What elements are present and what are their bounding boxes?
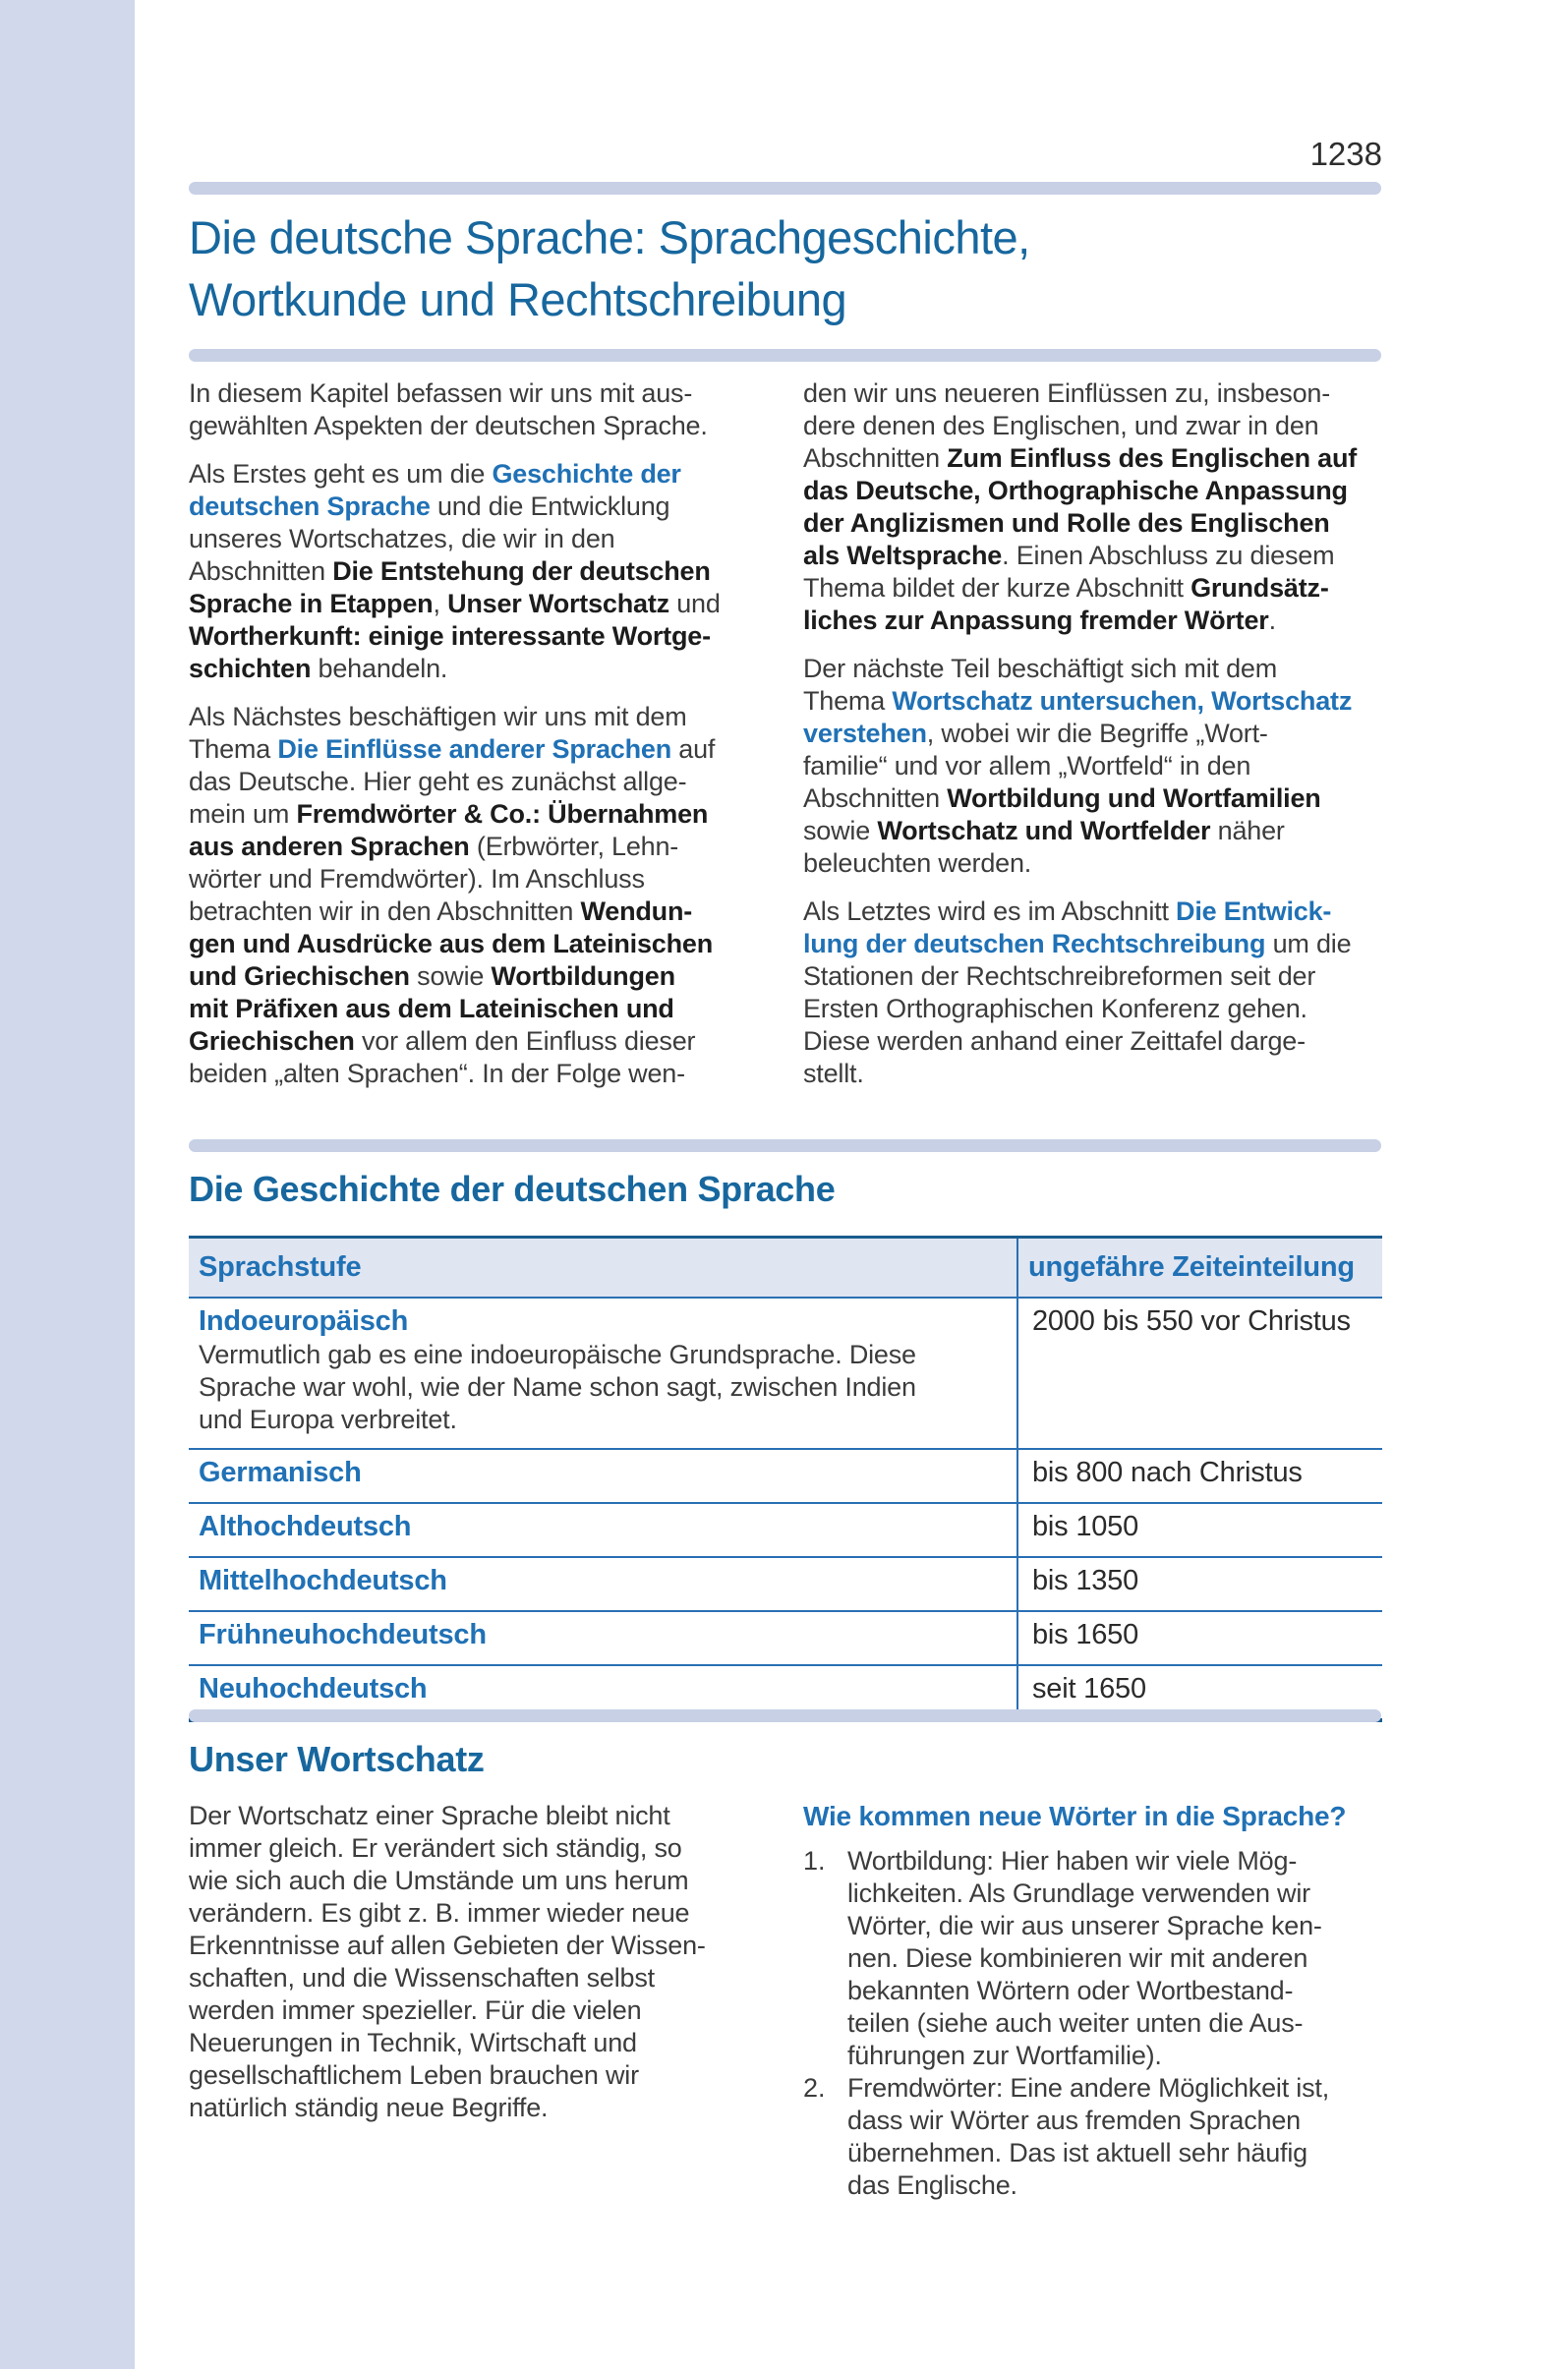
stage-cell <box>189 1449 1017 1503</box>
text-run: Abschnitten <box>803 783 948 813</box>
section-reference: Die Einflüsse anderer Sprachen <box>277 734 671 764</box>
text-line: Fremdwörter: Eine andere Möglichkeit ist, <box>847 2073 1329 2103</box>
section-reference: Die Entwick- <box>1176 896 1332 926</box>
text-line <box>189 1897 768 1930</box>
text-run: gewählten Aspekten der deutschen Sprache. <box>189 411 708 440</box>
text-run: familie“ und vor allem „Wortfeld“ in den <box>803 751 1251 780</box>
text-run: In diesem Kapitel befassen wir uns mit aus- <box>189 378 693 408</box>
text-run: den wir uns neueren Einflüssen zu, insbeson- <box>803 378 1331 408</box>
wortschatz-right-column <box>803 1800 1382 2202</box>
table-row <box>189 1557 1382 1611</box>
text-run: beleuchten werden. <box>803 848 1032 878</box>
section-reference: verstehen <box>803 719 927 748</box>
text-line <box>189 2059 768 2092</box>
list-item-number: 2. <box>803 2073 826 2103</box>
text-run: aus anderen Sprachen <box>189 832 470 861</box>
text-line: Wortbildung: Hier haben wir viele Mög- <box>847 1846 1298 1876</box>
text-run: Die Entstehung der deutschen <box>332 556 711 586</box>
paragraph <box>189 1800 768 2124</box>
text-run: immer gleich. Er verändert sich ständig, so <box>189 1833 682 1863</box>
language-stage: Frühneuhochdeutsch <box>199 1619 487 1650</box>
text-line <box>189 555 768 588</box>
text-run: Abschnitten <box>803 443 948 473</box>
text-line <box>189 410 768 442</box>
intro-left-column <box>189 377 768 1090</box>
text-line: das Englische. <box>847 2170 1017 2200</box>
list-item-text <box>847 1845 1322 2072</box>
text-run: und Griechischen <box>189 961 410 991</box>
time-period: seit 1650 <box>1017 1665 1382 1720</box>
text-line <box>189 733 768 766</box>
intro-right-column <box>803 377 1382 1090</box>
text-run: Der nächste Teil beschäftigt sich mit dem <box>803 654 1278 683</box>
text-run: das Deutsche. Hier geht es zunächst allge- <box>189 767 687 796</box>
text-run: Der Wortschatz einer Sprache bleibt nicht <box>189 1801 670 1830</box>
text-line <box>189 1930 768 1962</box>
section-title-history: Die Geschichte der deutschen Sprache <box>189 1169 836 1209</box>
text-run: der Anglizismen und Rolle des Englischen <box>803 508 1330 538</box>
text-line <box>189 1865 768 1897</box>
text-line <box>803 815 1382 847</box>
text-run: Grundsätz- <box>1191 573 1329 603</box>
text-line <box>803 475 1382 507</box>
text-line <box>189 1800 768 1832</box>
text-run: um die <box>1265 929 1352 958</box>
text-line <box>189 377 768 410</box>
text-run: Als Erstes geht es um die <box>189 459 493 489</box>
text-line <box>189 798 768 831</box>
text-line <box>803 847 1382 880</box>
time-period: 2000 bis 550 vor Christus <box>1017 1298 1382 1449</box>
text-run: schichten <box>189 654 312 683</box>
text-line <box>803 896 1382 928</box>
text-line <box>189 523 768 555</box>
text-line <box>189 993 768 1025</box>
text-line <box>803 1025 1382 1058</box>
stage-description-line: und Europa verbreitet. <box>199 1405 457 1434</box>
text-run: Unser Wortschatz <box>447 589 669 618</box>
language-stage: Neuhochdeutsch <box>199 1673 428 1705</box>
table-header-row <box>189 1238 1382 1299</box>
text-run: und die Entwicklung <box>430 491 670 521</box>
text-line: führungen zur Wortfamilie). <box>847 2041 1162 2070</box>
text-run: mit Präfixen aus dem Lateinischen und <box>189 994 674 1023</box>
text-line <box>803 960 1382 993</box>
wortschatz-section <box>189 1800 1382 2202</box>
text-line: bekannten Wörtern oder Wortbestand- <box>847 1976 1294 2005</box>
text-run: schaften, und die Wissenschaften selbst <box>189 1963 655 1993</box>
text-run: als Weltsprache <box>803 541 1003 570</box>
section-reference: Wortschatz untersuchen, Wortschatz <box>892 686 1353 716</box>
text-run: Thema <box>803 686 893 716</box>
text-line <box>189 1994 768 2027</box>
text-line <box>803 410 1382 442</box>
text-line <box>803 653 1382 685</box>
text-run: Als Letztes wird es im Abschnitt <box>803 896 1177 926</box>
text-run: Fremdwörter & Co.: Übernahmen <box>296 799 709 829</box>
table-row <box>189 1298 1382 1449</box>
question-subheading: Wie kommen neue Wörter in die Sprache? <box>803 1801 1347 1831</box>
chapter-title <box>189 206 1030 330</box>
text-run: gen und Ausdrücke aus dem Lateinischen <box>189 929 714 958</box>
chapter-title-line-1: Die deutsche Sprache: Sprachgeschichte, <box>189 211 1030 263</box>
text-run: wie sich auch die Umstände um uns herum <box>189 1866 689 1895</box>
text-line <box>189 766 768 798</box>
text-run: behandeln. <box>311 654 448 683</box>
decorative-divider-bar <box>189 182 1381 195</box>
text-run: wörter und Fremdwörter). Im Anschluss <box>189 864 645 894</box>
section-reference: Geschichte der <box>492 459 681 489</box>
text-line <box>189 831 768 863</box>
text-run: Wortbildung und Wortfamilien <box>947 783 1321 813</box>
stage-cell <box>189 1503 1017 1557</box>
text-run: dere denen des Englischen, und zwar in den <box>803 411 1319 440</box>
text-line <box>189 701 768 733</box>
text-run: Wendun- <box>580 896 693 926</box>
paragraph <box>803 653 1382 880</box>
text-line <box>189 960 768 993</box>
text-run: Wortschatz und Wortfelder <box>877 816 1211 845</box>
text-line <box>803 993 1382 1025</box>
text-line <box>189 1832 768 1865</box>
text-run: mein um <box>189 799 297 829</box>
text-run: natürlich ständig neue Begriffe. <box>189 2093 549 2122</box>
text-line <box>189 491 768 523</box>
text-run: betrachten wir in den Abschnitten <box>189 896 581 926</box>
decorative-divider-bar <box>189 1139 1381 1152</box>
language-stage: Althochdeutsch <box>199 1511 412 1542</box>
text-run: . <box>1268 606 1276 635</box>
text-line: übernehmen. Das ist aktuell sehr häufig <box>847 2138 1307 2167</box>
stage-description-line: Sprache war wohl, wie der Name schon sagt, zwischen Indien <box>199 1372 916 1402</box>
left-margin-bar <box>0 0 135 2369</box>
text-run: Diese werden anhand einer Zeittafel darge- <box>803 1026 1306 1056</box>
language-stage: Germanisch <box>199 1457 362 1488</box>
text-run: Thema bildet der kurze Abschnitt <box>803 573 1191 603</box>
text-run: (Erbwörter, Lehn- <box>469 832 679 861</box>
text-run: vor allem den Einfluss dieser <box>354 1026 696 1056</box>
text-line <box>189 863 768 896</box>
text-line: Wörter, die wir aus unserer Sprache ken- <box>847 1911 1322 1940</box>
text-line <box>189 653 768 685</box>
text-run: . Einen Abschluss zu diesem <box>1002 541 1335 570</box>
text-line <box>803 782 1382 815</box>
numbered-list <box>803 1845 1382 2202</box>
stage-description-line: Vermutlich gab es eine indoeuropäische Grundsprache. Diese <box>199 1340 916 1369</box>
text-line <box>803 605 1382 637</box>
text-run: Erkenntnisse auf allen Gebieten der Wissen- <box>189 1931 706 1960</box>
time-period: bis 1350 <box>1017 1557 1382 1611</box>
column-header-zeiteinteilung: ungefähre Zeiteinteilung <box>1017 1238 1382 1299</box>
list-item-text <box>847 2072 1329 2202</box>
text-line <box>803 540 1382 572</box>
text-line <box>189 620 768 653</box>
text-run: das Deutsche, Orthographische Anpassung <box>803 476 1348 505</box>
table-row <box>189 1611 1382 1665</box>
section-title-wortschatz: Unser Wortschatz <box>189 1739 485 1779</box>
text-run: Griechischen <box>189 1026 355 1056</box>
text-line <box>189 588 768 620</box>
text-run: Thema <box>189 734 278 764</box>
language-history-table <box>189 1236 1382 1722</box>
text-run: beiden „alten Sprachen“. In der Folge wen- <box>189 1059 685 1088</box>
text-line: lichkeiten. Als Grundlage verwenden wir <box>847 1878 1310 1908</box>
text-run: Wortbildungen <box>491 961 675 991</box>
text-line <box>803 1058 1382 1090</box>
decorative-divider-bar <box>189 1709 1381 1722</box>
text-line: dass wir Wörter aus fremden Sprachen <box>847 2106 1301 2135</box>
section-reference: deutschen Sprache <box>189 491 431 521</box>
stage-cell <box>189 1298 1017 1449</box>
time-period: bis 800 nach Christus <box>1017 1449 1382 1503</box>
text-run: verändern. Es gibt z. B. immer wieder neue <box>189 1898 690 1928</box>
text-run: Stationen der Rechtschreibreformen seit der <box>803 961 1316 991</box>
text-run: , <box>433 589 448 618</box>
text-run: stellt. <box>803 1059 864 1088</box>
list-item <box>803 1845 1382 2072</box>
text-run: unseres Wortschatzes, die wir in den <box>189 524 615 553</box>
text-run: näher <box>1210 816 1285 845</box>
text-line <box>189 2027 768 2059</box>
column-header-sprachstufe: Sprachstufe <box>189 1238 1017 1299</box>
list-item-number: 1. <box>803 1846 826 1876</box>
section-reference: lung der deutschen Rechtschreibung <box>803 929 1266 958</box>
text-run: Neuerungen in Technik, Wirtschaft und <box>189 2028 637 2057</box>
text-line <box>189 1025 768 1058</box>
text-run: Zum Einfluss des Englischen auf <box>947 443 1358 473</box>
list-item <box>803 2072 1382 2202</box>
paragraph <box>803 377 1382 637</box>
text-run: liches zur Anpassung fremder Wörter <box>803 606 1269 635</box>
text-line <box>189 458 768 491</box>
text-run: Sprache in Etappen <box>189 589 434 618</box>
text-run: sowie <box>409 961 492 991</box>
text-line <box>803 718 1382 750</box>
stage-cell <box>189 1611 1017 1665</box>
text-line <box>189 896 768 928</box>
intro-section <box>189 377 1382 1090</box>
text-line <box>189 1962 768 1994</box>
text-line: teilen (siehe auch weiter unten die Aus- <box>847 2008 1304 2038</box>
text-line <box>803 442 1382 475</box>
text-run: auf <box>671 734 716 764</box>
stage-cell <box>189 1557 1017 1611</box>
text-run: Ersten Orthographischen Konferenz gehen. <box>803 994 1307 1023</box>
language-stage: Indoeuropäisch <box>199 1305 409 1337</box>
text-line <box>803 928 1382 960</box>
text-run: Als Nächstes beschäftigen wir uns mit dem <box>189 702 687 731</box>
page-number: 1238 <box>1309 136 1382 172</box>
table-row <box>189 1449 1382 1503</box>
time-period: bis 1650 <box>1017 1611 1382 1665</box>
text-line: nen. Diese kombinieren wir mit anderen <box>847 1943 1308 1973</box>
chapter-title-line-2: Wortkunde und Rechtschreibung <box>189 273 847 325</box>
text-run: gesellschaftlichem Leben brauchen wir <box>189 2060 639 2090</box>
text-line <box>803 750 1382 782</box>
wortschatz-left-column <box>189 1800 768 2202</box>
text-run: sowie <box>803 816 878 845</box>
text-line <box>803 377 1382 410</box>
text-run: und <box>668 589 721 618</box>
language-stage: Mittelhochdeutsch <box>199 1565 447 1596</box>
decorative-divider-bar <box>189 349 1381 362</box>
text-run: , wobei wir die Begriffe „Wort- <box>926 719 1268 748</box>
text-run: Wortherkunft: einige interessante Wortge- <box>189 621 711 651</box>
text-line <box>189 2092 768 2124</box>
text-run: Abschnitten <box>189 556 333 586</box>
text-line <box>189 1058 768 1090</box>
paragraph <box>803 896 1382 1090</box>
text-line <box>803 572 1382 605</box>
table-row <box>189 1503 1382 1557</box>
text-line <box>189 928 768 960</box>
time-period: bis 1050 <box>1017 1503 1382 1557</box>
text-line <box>803 507 1382 540</box>
paragraph <box>189 701 768 1090</box>
text-line <box>803 685 1382 718</box>
paragraph <box>189 458 768 685</box>
paragraph <box>189 377 768 442</box>
text-run: werden immer spezieller. Für die vielen <box>189 1995 642 2025</box>
